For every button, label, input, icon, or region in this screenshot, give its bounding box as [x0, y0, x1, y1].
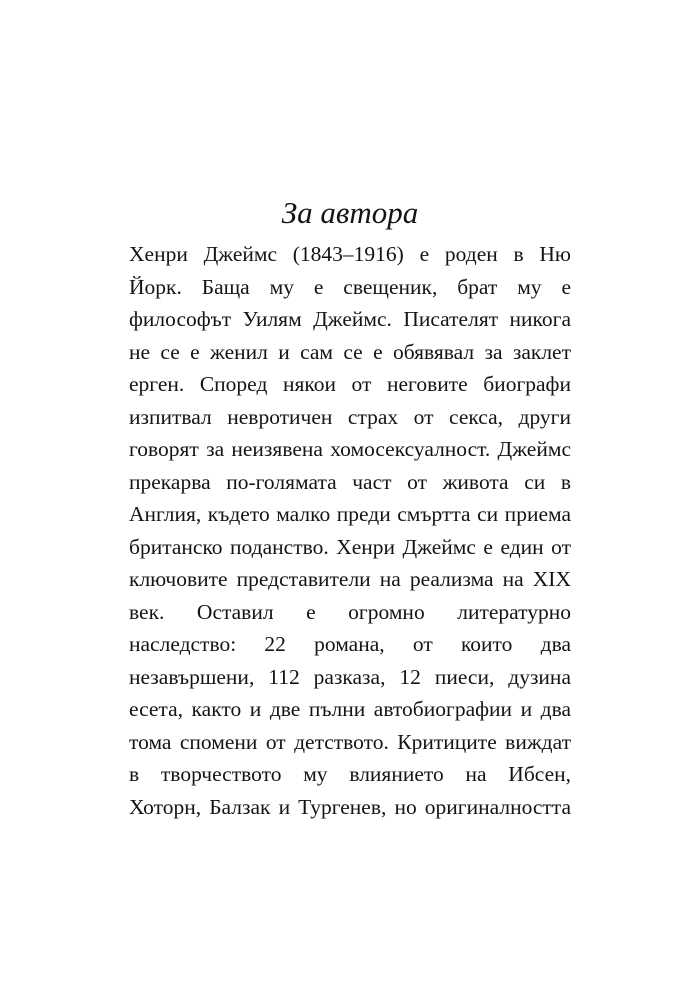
text-line: Йорк. Баща му е свещеник, брат му е: [129, 274, 571, 299]
text-line: Хенри Джеймс (1843–1916) е роден в Ню: [129, 242, 571, 266]
text-line: в творчеството му влиянието на Ибсен,: [129, 762, 571, 786]
text-line: философът Уилям Джеймс. Писателят никога: [129, 307, 571, 331]
text-line: есета, както и две пълни автобиографии и два: [129, 697, 571, 721]
text-line: прекарва по-голямата част от живота си в: [129, 469, 571, 494]
page-title: За автора: [281, 195, 419, 230]
body-text: [129, 238, 571, 823]
text-line: не се е женил и сам се е обявявал за заклет: [129, 339, 571, 364]
text-line: британско поданство. Хенри Джеймс е един от: [129, 534, 571, 559]
text-line: Хоторн, Балзак и Тургенев, но оригиналността: [129, 794, 571, 819]
text-line: Англия, където малко преди смъртта си приема: [129, 502, 571, 526]
text-line: век. Оставил е огромно литературно: [129, 599, 571, 624]
text-line: наследство: 22 романа, от които два: [129, 632, 571, 656]
text-line: изпитвал невротичен страх от секса, други: [129, 404, 571, 429]
text-line: незавършени, 112 разказа, 12 пиеси, дузина: [129, 664, 571, 689]
text-line: ерген. Според някои от неговите биографи: [129, 372, 571, 396]
text-line: тома спомени от детството. Критиците виждат: [129, 729, 571, 754]
text-line: ключовите представители на реализма на XIX: [129, 567, 571, 591]
text-line: говорят за неизявена хомосексуалност. Джеймс: [129, 437, 571, 461]
